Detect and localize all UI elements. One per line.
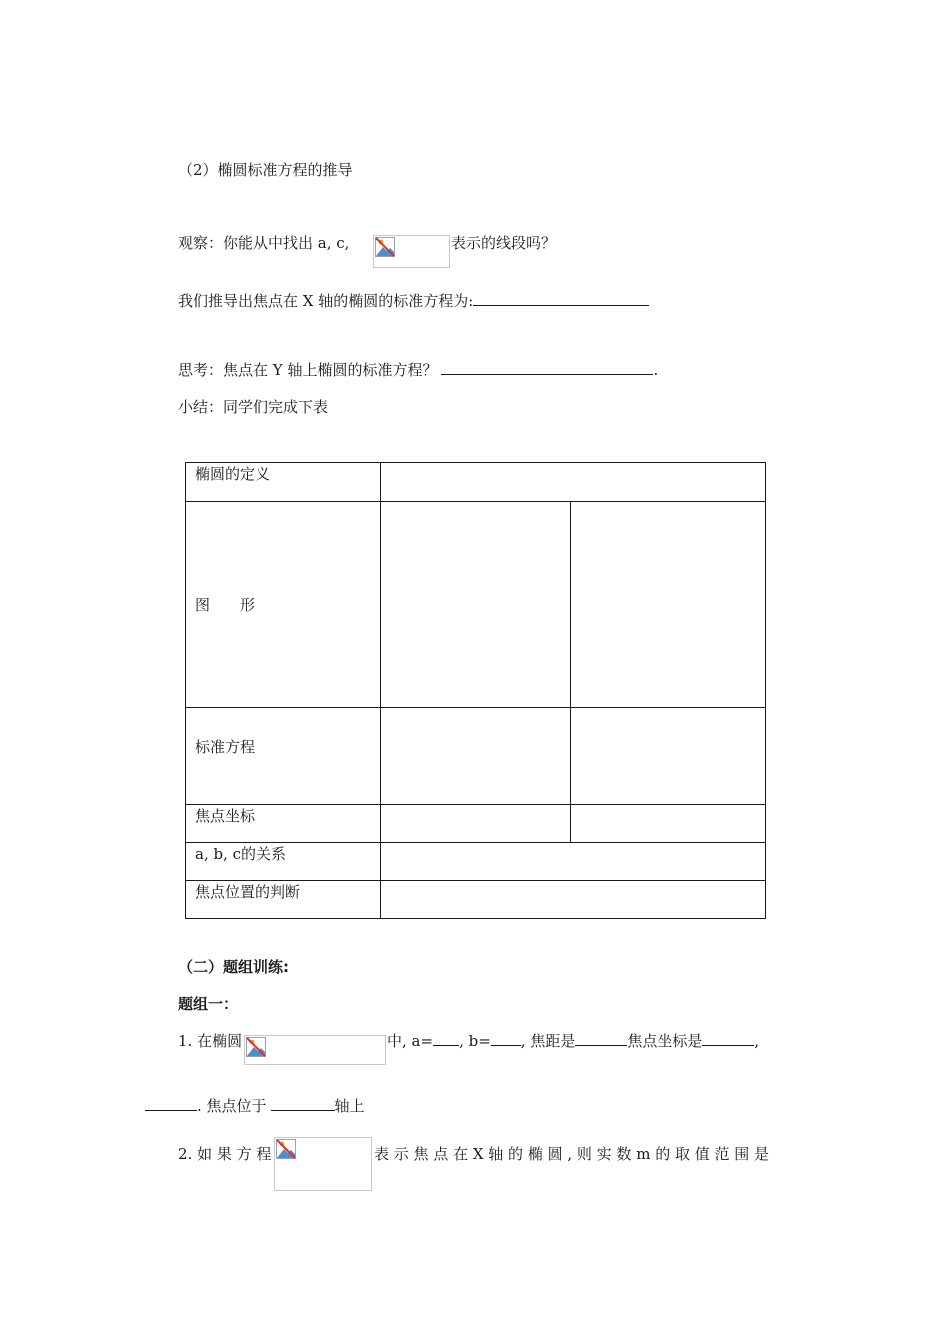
derived-x-label: 我们推导出焦点在 X 轴的椭圆的标准方程为:	[178, 292, 474, 310]
derived-x-text	[178, 291, 649, 311]
cell-focus-position-answer[interactable]	[381, 881, 766, 919]
cell-focus-coord-label: 焦点坐标	[186, 805, 381, 843]
answer-blank[interactable]	[433, 1031, 459, 1046]
think-end: .	[653, 361, 659, 379]
cell-abc-label: a, b, c的关系	[186, 843, 381, 881]
q1-prefix: 1. 在椭圆	[178, 1032, 243, 1050]
answer-blank[interactable]	[575, 1031, 627, 1046]
formula-image-placeholder	[244, 1035, 386, 1065]
q1-axis: 轴上	[334, 1097, 365, 1115]
q1-line2	[145, 1096, 365, 1116]
cell-focus-coord-x[interactable]	[381, 805, 571, 843]
summary-table	[185, 462, 766, 919]
answer-blank[interactable]	[473, 291, 649, 306]
broken-image-icon	[375, 237, 395, 257]
formula-image-placeholder	[274, 1137, 372, 1191]
answer-blank[interactable]	[491, 1031, 521, 1046]
section-derivation-heading: （2）椭圆标准方程的推导	[178, 161, 353, 179]
q1-comma: ,	[754, 1032, 760, 1050]
cell-definition-answer[interactable]	[381, 463, 766, 502]
section-training-heading: （二）题组训练:	[178, 958, 289, 976]
cell-figure-x[interactable]	[381, 502, 571, 708]
cell-focus-coord-y[interactable]	[571, 805, 766, 843]
observe-text-after: 表示的线段吗？	[451, 234, 557, 252]
q1-dist: , 焦距是	[520, 1032, 576, 1050]
answer-blank[interactable]	[271, 1096, 335, 1111]
q2-prefix: 2. 如 果 方 程	[178, 1145, 272, 1163]
answer-blank[interactable]	[702, 1031, 754, 1046]
summary-intro: 小结：同学们完成下表	[178, 398, 329, 416]
cell-equation-label: 标准方程	[186, 708, 381, 805]
cell-focus-position-label: 焦点位置的判断	[186, 881, 381, 919]
broken-image-icon	[276, 1139, 296, 1159]
q1-line	[387, 1031, 759, 1051]
think-label: 思考：焦点在 Y 轴上椭圆的标准方程？	[178, 361, 438, 379]
think-text	[178, 360, 658, 380]
answer-blank[interactable]	[441, 360, 653, 375]
cell-definition-label: 椭圆的定义	[186, 463, 381, 502]
cell-equation-y[interactable]	[571, 708, 766, 805]
cell-figure-y[interactable]	[571, 502, 766, 708]
q1-period: . 焦点位于	[197, 1097, 267, 1115]
answer-blank[interactable]	[145, 1096, 197, 1111]
broken-image-icon	[246, 1037, 266, 1057]
formula-image-placeholder	[373, 235, 450, 268]
cell-equation-x[interactable]	[381, 708, 571, 805]
cell-abc-answer[interactable]	[381, 843, 766, 881]
group-one-heading: 题组一：	[178, 995, 239, 1013]
q2-suffix: 表 示 焦 点 在 X 轴 的 椭 圆 , 则 实 数 m 的 取 值 范 围 是	[374, 1145, 770, 1163]
cell-figure-label: 图 形	[186, 502, 381, 708]
q1-coord: 焦点坐标是	[627, 1032, 703, 1050]
observe-text: 观察：你能从中找出 a, c,	[178, 234, 350, 252]
q1-b: , b=	[459, 1032, 491, 1050]
q1-mid: 中, a=	[387, 1032, 434, 1050]
